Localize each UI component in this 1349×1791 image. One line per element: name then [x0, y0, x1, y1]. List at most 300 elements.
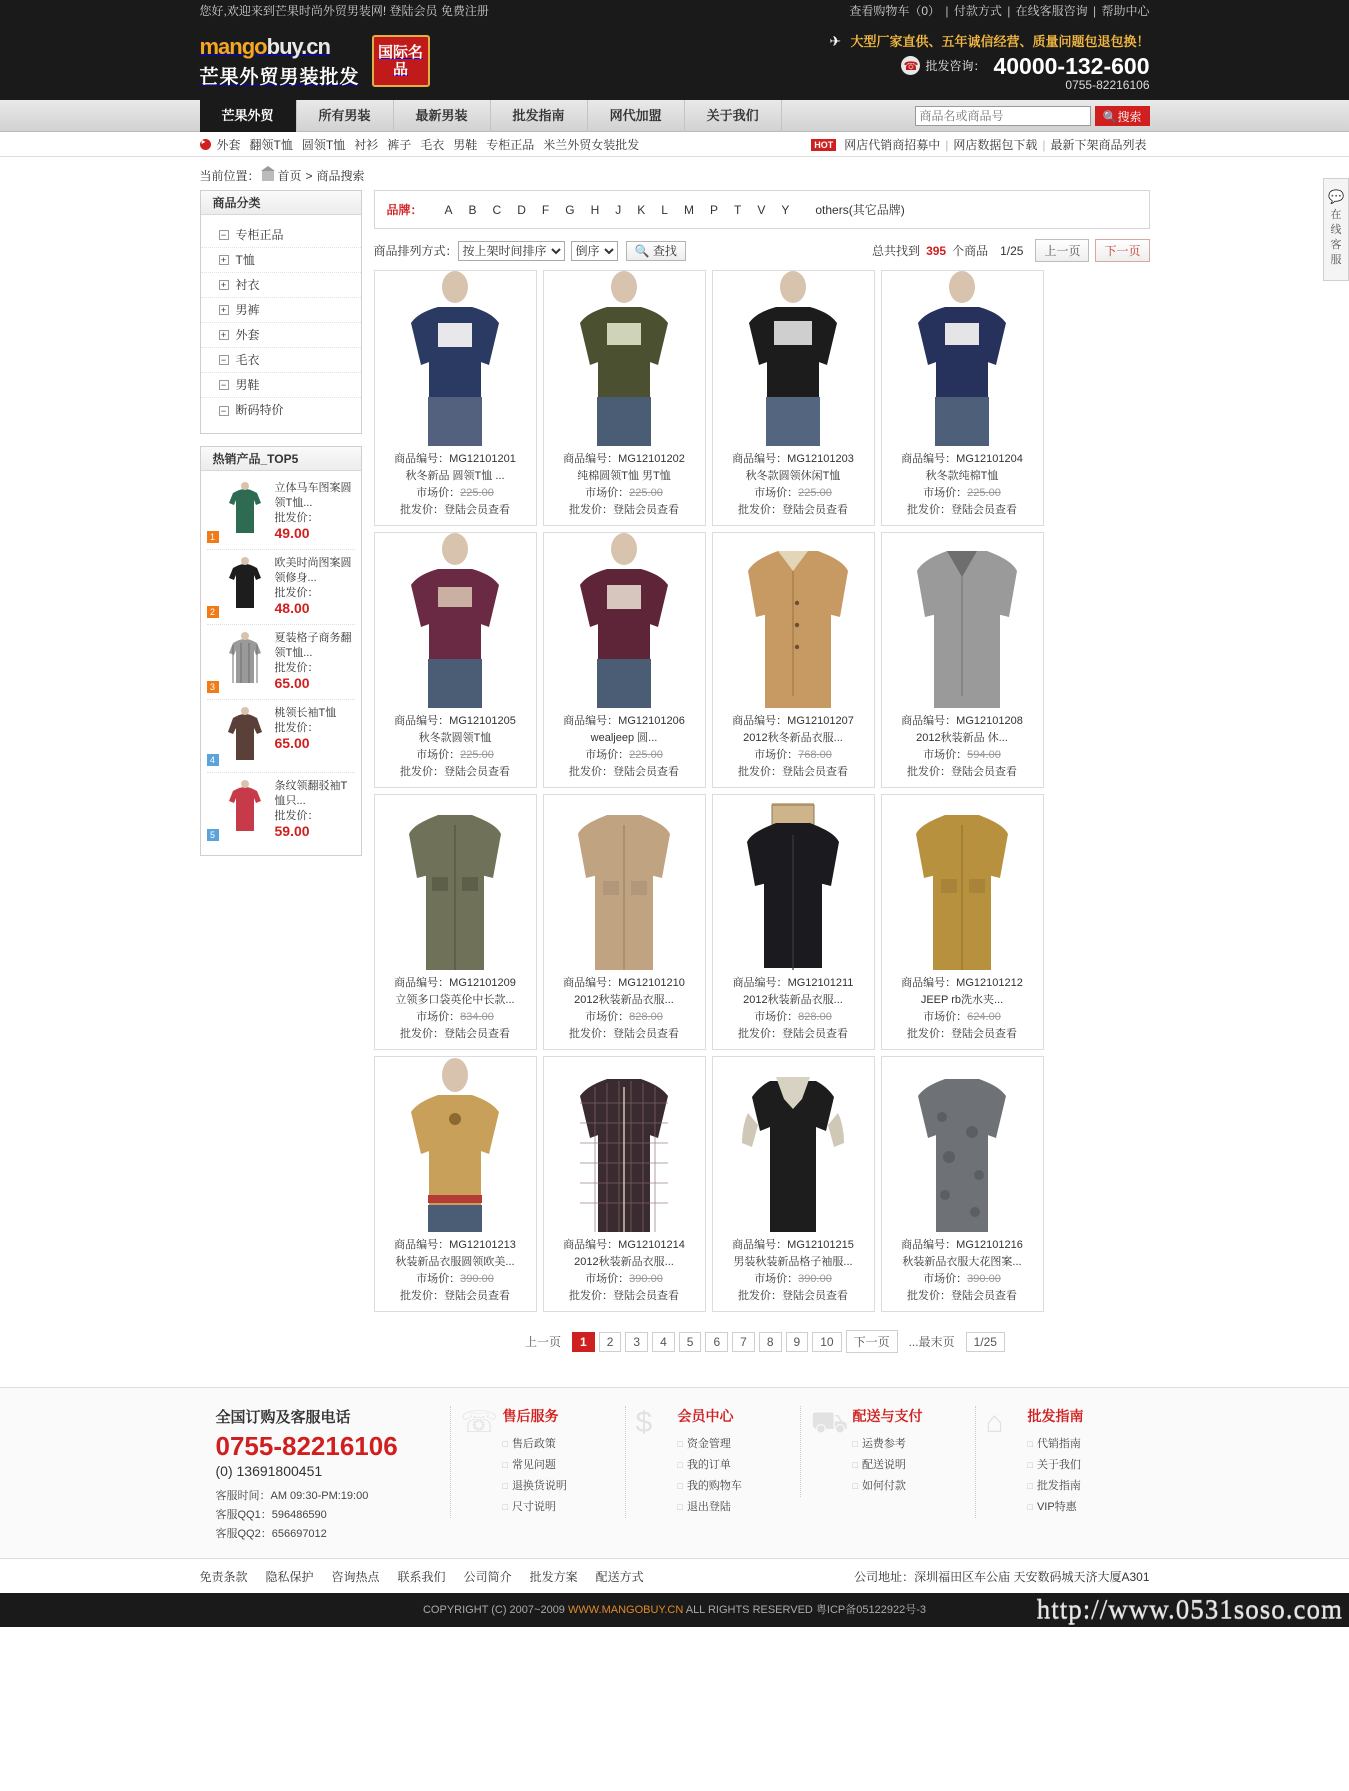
footer-service-hours: 客服时间：AM 09:30-PM:19:00	[215, 1490, 369, 1502]
pagination-page-6[interactable]: 6	[705, 1332, 728, 1352]
sku-value: MG12101201	[449, 453, 516, 465]
truck-icon: ⛟	[810, 1406, 849, 1439]
cart-link[interactable]: 查看购物车（0）	[849, 4, 941, 18]
sort-select[interactable]	[458, 241, 565, 261]
search-icon: 🔍	[1102, 109, 1118, 124]
wholesale-label: 批发价：	[569, 1290, 613, 1302]
pagination-page-8[interactable]: 8	[759, 1332, 782, 1352]
product-price: 59.00	[274, 823, 310, 839]
product-card[interactable]	[374, 1056, 537, 1312]
prev-page-button[interactable]: 上一页	[1035, 239, 1089, 262]
brand-letter-g[interactable]: G	[565, 202, 575, 217]
footer-column-title: 会员中心	[677, 1408, 734, 1424]
market-price-label: 市场价：	[923, 749, 968, 761]
pagination-indicator: 1/25	[966, 1332, 1005, 1352]
product-card[interactable]	[881, 532, 1044, 788]
footer-link-orders[interactable]: □ 我的订单	[678, 1455, 742, 1476]
expand-icon: +	[219, 305, 229, 315]
logo-text-mango: mango	[199, 33, 267, 59]
footer-contact	[200, 1406, 450, 1544]
sku-value: MG12101204	[956, 453, 1023, 465]
product-image[interactable]	[713, 533, 874, 708]
footer-column-title: 售后服务	[502, 1408, 559, 1424]
subnav-item-round-tshirt[interactable]: 圆领T恤	[301, 138, 346, 152]
market-price-value: 225.00	[967, 487, 1001, 499]
sidebar-item-label: 外套	[235, 327, 260, 342]
brand-letter-l[interactable]: L	[661, 202, 668, 217]
product-card[interactable]	[374, 532, 537, 788]
search-button[interactable]	[1095, 106, 1150, 126]
search-box	[915, 106, 1150, 126]
product-name[interactable]: 桃领长袖T恤	[274, 707, 337, 719]
sku-value: MG12101206	[618, 715, 685, 727]
watermark: http://www.0531soso.com	[1036, 1594, 1343, 1624]
wholesale-label: 批发价：	[907, 766, 951, 778]
online-service-link[interactable]: 在线客服咨询	[1015, 4, 1088, 18]
pagination-page-2[interactable]: 2	[599, 1332, 622, 1352]
brand-letter-p[interactable]: P	[709, 202, 718, 217]
list-item[interactable]	[207, 550, 355, 625]
product-card[interactable]	[374, 270, 537, 526]
subnav-item-pants[interactable]: 裤子	[387, 138, 412, 152]
pagination-next[interactable]: 下一页	[846, 1330, 898, 1353]
sku-value: MG12101207	[787, 715, 854, 727]
sku-label: 商品编号：	[901, 1239, 957, 1251]
pagination-last[interactable]: ...最末页	[908, 1335, 955, 1349]
sku-value: MG12101203	[787, 453, 854, 465]
sku-label: 商品编号：	[563, 977, 619, 989]
sku-label: 商品编号：	[901, 977, 957, 989]
wholesale-login-link[interactable]: 登陆会员查看	[444, 504, 510, 516]
sidebar-item-outerwear[interactable]	[201, 323, 361, 348]
wholesale-label: 批发价：	[738, 1290, 782, 1302]
category-panel	[200, 190, 362, 434]
product-card[interactable]	[543, 532, 706, 788]
wholesale-login-link[interactable]: 登陆会员查看	[782, 504, 848, 516]
online-service-tab[interactable]	[1323, 178, 1349, 281]
nav-item-new-menswear[interactable]: 最新男装	[394, 100, 491, 132]
market-price-label: 市场价：	[416, 1273, 461, 1285]
brand-others[interactable]: others(其它品牌)	[815, 203, 905, 217]
total-count: 395	[926, 243, 947, 258]
expand-icon: −	[219, 380, 229, 390]
rank-badge: 1	[207, 531, 219, 543]
pagination-page-9[interactable]: 9	[786, 1332, 809, 1352]
brand-filter-label: 品牌：	[386, 203, 423, 217]
expand-icon: +	[219, 280, 229, 290]
list-item[interactable]	[207, 625, 355, 700]
hot-badge: HOT	[811, 139, 836, 151]
pagination-page-5[interactable]: 5	[679, 1332, 702, 1352]
wholesale-login-link[interactable]: 登陆会员查看	[951, 504, 1017, 516]
sku-value: MG12101202	[618, 453, 685, 465]
rank-badge: 3	[207, 681, 219, 693]
sidebar-item-counter-genuine[interactable]	[201, 223, 361, 248]
nav-item-home[interactable]: 芒果外贸	[200, 100, 297, 132]
divider: |	[1042, 137, 1046, 152]
site-header	[0, 22, 1349, 100]
brand-letter-b[interactable]: B	[468, 202, 477, 217]
footer-link-funds[interactable]: □ 资金管理	[678, 1434, 742, 1455]
brand-letter-y[interactable]: Y	[781, 202, 790, 217]
sku-value: MG12101205	[449, 715, 516, 727]
footer-link-logout[interactable]: □ 退出登陆	[678, 1497, 742, 1518]
product-thumbnail	[221, 556, 269, 616]
subnav-item-shoes[interactable]: 男鞋	[453, 138, 478, 152]
product-image[interactable]	[713, 795, 874, 970]
sidebar-item-label: 断码特价	[235, 403, 284, 417]
brand-letter-k[interactable]: K	[637, 202, 646, 217]
market-price-label: 市场价：	[585, 487, 630, 499]
list-item[interactable]	[207, 475, 355, 550]
product-card[interactable]	[374, 794, 537, 1050]
sku-label: 商品编号：	[732, 977, 788, 989]
main-nav	[0, 100, 1349, 132]
product-price: 65.00	[274, 735, 310, 751]
product-thumbnail	[221, 779, 269, 839]
market-price-label: 市场价：	[754, 487, 799, 499]
product-card[interactable]	[881, 1056, 1044, 1312]
order-select[interactable]	[571, 241, 618, 261]
footer-link-agent-guide[interactable]: □ 代销指南	[1028, 1434, 1084, 1455]
brand-letter-m[interactable]: M	[683, 202, 694, 217]
price-label: 批发价：	[274, 662, 319, 674]
product-image[interactable]	[882, 271, 1043, 446]
sidebar-item-pants[interactable]	[201, 298, 361, 323]
footer-link-hot-consult[interactable]: 咨询热点	[331, 1569, 380, 1584]
sku-label: 商品编号：	[732, 453, 788, 465]
product-card[interactable]	[881, 270, 1044, 526]
product-card[interactable]	[881, 794, 1044, 1050]
logo-badge: 国际名品	[372, 35, 430, 87]
find-button[interactable]	[626, 241, 686, 261]
wholesale-label: 批发价：	[400, 504, 444, 516]
product-image[interactable]	[375, 1057, 536, 1232]
sku-value: MG12101215	[787, 1239, 854, 1251]
brand-letter-d[interactable]: D	[517, 202, 526, 217]
product-card[interactable]	[712, 1056, 875, 1312]
headset-icon: ☏	[460, 1406, 499, 1439]
product-thumbnail	[221, 481, 269, 541]
product-card[interactable]	[712, 270, 875, 526]
product-card[interactable]	[543, 270, 706, 526]
sidebar-item-shirt[interactable]	[201, 273, 361, 298]
product-card[interactable]	[712, 532, 875, 788]
category-list	[201, 215, 361, 433]
divider: |	[945, 4, 949, 18]
footer-link-faq[interactable]: □ 常见问题	[503, 1455, 567, 1476]
expand-icon: +	[219, 330, 229, 340]
sidebar-item-shoes[interactable]	[201, 373, 361, 398]
wholesale-label: 批发价：	[400, 766, 444, 778]
product-title[interactable]: 秋冬款圆领休闲T恤	[745, 470, 841, 482]
wholesale-label: 批发价：	[907, 504, 951, 516]
brand-letter-a[interactable]: A	[444, 202, 453, 217]
market-price-label: 市场价：	[923, 1273, 968, 1285]
pagination	[374, 1330, 1150, 1353]
product-image[interactable]	[882, 1057, 1043, 1232]
nav-item-all-menswear[interactable]: 所有男装	[297, 100, 394, 132]
home-icon	[262, 170, 274, 181]
nav-item-wholesale-guide[interactable]: 批发指南	[491, 100, 588, 132]
market-price-value: 390.00	[798, 1273, 832, 1285]
wholesale-label: 批发价：	[569, 1028, 613, 1040]
expand-icon: −	[219, 230, 229, 240]
market-price-label: 市场价：	[585, 1273, 630, 1285]
product-title[interactable]: 男装秋装新品格子袖服...	[733, 1256, 853, 1268]
pagination-page-1[interactable]: 1	[572, 1332, 595, 1352]
sub-nav	[0, 132, 1349, 157]
sku-label: 商品编号：	[394, 977, 450, 989]
product-name[interactable]: 欧美时尚图案圆领修身...	[274, 557, 352, 584]
breadcrumb-prefix: 当前位置：	[199, 169, 260, 183]
footer-link-delivery[interactable]: 配送方式	[595, 1569, 644, 1584]
market-price-label: 市场价：	[923, 487, 968, 499]
promo-text: 大型厂家直供、五年诚信经营、质量问题包退包换！	[850, 33, 1150, 49]
footer-link-size-guide[interactable]: □ 尺寸说明	[503, 1497, 567, 1518]
footer-column-title: 配送与支付	[852, 1408, 923, 1424]
product-title[interactable]: 秋冬新品 圆领T恤 ...	[405, 470, 505, 482]
product-image[interactable]	[544, 1057, 705, 1232]
hotline-secondary: 0755-82216106	[1065, 77, 1150, 92]
product-title[interactable]: 秋装新品衣服大花图案...	[902, 1256, 1022, 1268]
footer-link-contact[interactable]: 联系我们	[397, 1569, 446, 1584]
subnav-item-shirt[interactable]: 衬衫	[354, 138, 379, 152]
header-right	[829, 31, 1149, 92]
sku-label: 商品编号：	[901, 453, 957, 465]
footer-link-shipping-fee[interactable]: □ 运费参考	[853, 1434, 923, 1455]
footer-address: 公司地址：深圳福田区车公庙 天安数码城天济大厦A301	[854, 1569, 1150, 1584]
phone-icon: ☎	[901, 56, 920, 75]
product-title[interactable]: 2012秋冬新品衣服...	[743, 732, 843, 744]
product-title[interactable]: wealjeep 圆...	[590, 732, 658, 744]
payment-link[interactable]: 付款方式	[953, 4, 1002, 18]
wholesale-login-link[interactable]: 登陆会员查看	[782, 766, 848, 778]
market-price-value: 225.00	[460, 487, 494, 499]
online-service-label: 在线客服	[1330, 209, 1342, 266]
nav-item-about-us[interactable]: 关于我们	[685, 100, 782, 132]
wholesale-login-link[interactable]: 登陆会员查看	[613, 1290, 679, 1302]
product-image[interactable]	[882, 795, 1043, 970]
subnav-item-counter-genuine[interactable]: 专柜正品	[486, 138, 535, 152]
market-price-label: 市场价：	[754, 1273, 799, 1285]
sidebar-item-label: 男鞋	[235, 377, 260, 392]
product-title[interactable]: 秋装新品衣服圆领欧美...	[395, 1256, 515, 1268]
page-indicator: 1/25	[1000, 243, 1024, 258]
sidebar-item-clearance[interactable]	[201, 398, 361, 423]
sku-label: 商品编号：	[563, 715, 619, 727]
wholesale-login-link[interactable]: 登陆会员查看	[951, 1290, 1017, 1302]
wholesale-login-link[interactable]: 登陆会员查看	[951, 766, 1017, 778]
wholesale-login-link[interactable]: 登陆会员查看	[613, 1028, 679, 1040]
footer-link-company[interactable]: 公司简介	[463, 1569, 512, 1584]
sidebar-item-sweater[interactable]	[201, 348, 361, 373]
search-icon: 🔍	[634, 244, 650, 258]
product-image[interactable]	[713, 271, 874, 446]
pagination-page-4[interactable]: 4	[652, 1332, 675, 1352]
promo-line	[829, 31, 1149, 50]
product-title[interactable]: 秋冬款圆领T恤	[418, 732, 492, 744]
footer-link-returns[interactable]: □ 退换货说明	[503, 1476, 567, 1497]
find-button-label: 查找	[652, 244, 677, 258]
sidebar-item-tshirt[interactable]	[201, 248, 361, 273]
subnav-item-outerwear[interactable]: 外套	[216, 138, 241, 152]
wholesale-login-link[interactable]: 登陆会员查看	[613, 766, 679, 778]
footer-link-wholesale-guide[interactable]: □ 批发指南	[1028, 1476, 1084, 1497]
sku-value: MG12101212	[956, 977, 1023, 989]
sku-value: MG12101209	[449, 977, 516, 989]
market-price-label: 市场价：	[754, 749, 799, 761]
divider: |	[945, 137, 949, 152]
wholesale-label: 批发价：	[400, 1028, 444, 1040]
login-link[interactable]: 登陆会员	[389, 4, 438, 18]
wholesale-login-link[interactable]: 登陆会员查看	[782, 1290, 848, 1302]
hot-products-panel	[200, 446, 362, 856]
breadcrumb-separator: >	[305, 168, 313, 183]
product-title[interactable]: 2012秋装新品衣服...	[574, 1256, 674, 1268]
subnav-item-milan-women[interactable]: 米兰外贸女装批发	[543, 138, 640, 152]
breadcrumb-current: 商品搜索	[316, 169, 365, 183]
nav-item-agent-join[interactable]: 网代加盟	[588, 100, 685, 132]
product-name[interactable]: 立体马车图案圆领T恤...	[274, 482, 352, 509]
product-image[interactable]	[544, 271, 705, 446]
market-price-label: 市场价：	[754, 1011, 799, 1023]
footer-link-privacy[interactable]: 隐私保护	[265, 1569, 314, 1584]
site-logo[interactable]	[200, 34, 430, 89]
sku-label: 商品编号：	[563, 453, 619, 465]
sidebar-item-label: 毛衣	[235, 352, 260, 367]
product-card[interactable]	[712, 794, 875, 1050]
footer-phone-title: 全国订购及客服电话	[215, 1409, 351, 1426]
wholesale-label: 批发价：	[738, 1028, 782, 1040]
product-image[interactable]	[713, 1057, 874, 1232]
list-item[interactable]	[207, 773, 355, 847]
total-prefix: 总共找到	[872, 244, 921, 258]
product-title[interactable]: 纯棉圆领T恤 男T恤	[577, 470, 671, 482]
expand-icon: −	[219, 406, 229, 416]
brand-letter-h[interactable]: H	[590, 202, 600, 217]
copyright-post: ALL RIGHTS RESERVED 粤ICP备05122922号-3	[683, 1604, 926, 1616]
subnav-item-data-download[interactable]: 网店数据包下载	[953, 138, 1038, 152]
product-price: 65.00	[274, 675, 310, 691]
money-icon: $	[635, 1406, 653, 1439]
product-title[interactable]: 2012秋装新品 休...	[916, 732, 1008, 744]
subnav-item-collar-tshirt[interactable]: 翻领T恤	[249, 138, 293, 152]
product-title[interactable]: JEEP rb洗水夹...	[920, 994, 1004, 1006]
house-icon: ⌂	[985, 1406, 1004, 1439]
logo-text-cn: 芒果外贸男装批发	[199, 66, 360, 88]
footer-phone-main: 0755-82216106	[215, 1431, 398, 1461]
next-page-button[interactable]: 下一页	[1095, 239, 1149, 262]
product-name[interactable]: 夏装格子商务翻领T恤...	[274, 632, 352, 659]
expand-icon: −	[219, 355, 229, 365]
product-title[interactable]: 2012秋装新品衣服...	[743, 994, 843, 1006]
help-center-link[interactable]: 帮助中心	[1101, 4, 1150, 18]
footer-link-cart[interactable]: □ 我的购物车	[678, 1476, 742, 1497]
wholesale-label: 批发价：	[569, 504, 613, 516]
wholesale-login-link[interactable]: 登陆会员查看	[444, 766, 510, 778]
top-bar	[0, 0, 1349, 22]
brand-letter-t[interactable]: T	[733, 202, 742, 217]
product-name[interactable]: 条纹领翻驳袖T恤只...	[274, 780, 348, 807]
subnav-item-sweater[interactable]: 毛衣	[420, 138, 445, 152]
bullet-icon	[200, 139, 211, 150]
market-price-value: 828.00	[629, 1011, 663, 1023]
brand-letter-c[interactable]: C	[492, 202, 502, 217]
phone-label: 批发咨询：	[925, 59, 986, 73]
footer-link-payment-how[interactable]: □ 如何付款	[853, 1476, 923, 1497]
wholesale-label: 批发价：	[400, 1290, 444, 1302]
pagination-page-7[interactable]: 7	[732, 1332, 755, 1352]
footer-column-shipping	[800, 1406, 975, 1497]
footer-link-vip[interactable]: □ VIP特惠	[1028, 1497, 1084, 1518]
wholesale-login-link[interactable]: 登陆会员查看	[444, 1028, 510, 1040]
product-image[interactable]	[544, 533, 705, 708]
product-card[interactable]	[543, 794, 706, 1050]
market-price-value: 225.00	[460, 749, 494, 761]
product-title[interactable]: 2012秋装新品衣服...	[574, 994, 674, 1006]
brand-letter-j[interactable]: J	[615, 202, 622, 217]
product-image[interactable]	[375, 795, 536, 970]
product-image[interactable]	[882, 533, 1043, 708]
pagination-page-3[interactable]: 3	[625, 1332, 648, 1352]
wholesale-login-link[interactable]: 登陆会员查看	[951, 1028, 1017, 1040]
list-item[interactable]	[207, 700, 355, 773]
sku-value: MG12101213	[449, 1239, 516, 1251]
wholesale-login-link[interactable]: 登陆会员查看	[782, 1028, 848, 1040]
footer-link-shipping-info[interactable]: □ 配送说明	[853, 1455, 923, 1476]
product-image[interactable]	[544, 795, 705, 970]
product-price: 48.00	[274, 600, 310, 616]
product-card[interactable]	[543, 1056, 706, 1312]
product-image[interactable]	[375, 533, 536, 708]
product-title[interactable]: 秋冬款纯棉T恤	[925, 470, 999, 482]
brand-filter-bar	[374, 190, 1150, 229]
total-suffix: 个商品	[952, 244, 989, 258]
footer-services	[0, 1387, 1349, 1559]
product-grid	[374, 270, 1150, 1312]
wholesale-label: 批发价：	[907, 1028, 951, 1040]
sidebar-item-label: 衬衣	[235, 277, 260, 292]
breadcrumb-home[interactable]: 首页	[277, 169, 302, 183]
product-image[interactable]	[375, 271, 536, 446]
footer-link-wholesale-plan[interactable]: 批发方案	[529, 1569, 578, 1584]
subnav-item-removed-list[interactable]: 最新下架商品列表	[1050, 138, 1147, 152]
pagination-page-10[interactable]: 10	[812, 1332, 841, 1352]
wholesale-login-link[interactable]: 登陆会员查看	[613, 504, 679, 516]
product-title[interactable]: 立领多口袋英伦中长款...	[395, 994, 515, 1006]
brand-letter-f[interactable]: F	[541, 202, 550, 217]
product-price: 49.00	[274, 525, 310, 541]
price-label: 批发价：	[274, 722, 319, 734]
register-link[interactable]: 免费注册	[440, 4, 489, 18]
market-price-value: 390.00	[967, 1273, 1001, 1285]
footer-link-disclaimer[interactable]: 免责条款	[199, 1569, 248, 1584]
sidebar-item-label: 专柜正品	[235, 227, 284, 242]
footer-link-after-sales-policy[interactable]: □ 售后政策	[503, 1434, 567, 1455]
market-price-value: 390.00	[460, 1273, 494, 1285]
footer-phone-alt: (0) 13691800451	[215, 1463, 323, 1479]
brand-letter-v[interactable]: V	[757, 202, 766, 217]
pagination-prev[interactable]: 上一页	[525, 1335, 562, 1349]
sku-value: MG12101210	[618, 977, 685, 989]
sku-value: MG12101216	[956, 1239, 1023, 1251]
sku-label: 商品编号：	[394, 1239, 450, 1251]
search-input[interactable]	[915, 106, 1091, 126]
wholesale-login-link[interactable]: 登陆会员查看	[444, 1290, 510, 1302]
subnav-item-agent-recruit[interactable]: 网店代销商招募中	[844, 138, 941, 152]
footer-link-about[interactable]: □ 关于我们	[1028, 1455, 1084, 1476]
